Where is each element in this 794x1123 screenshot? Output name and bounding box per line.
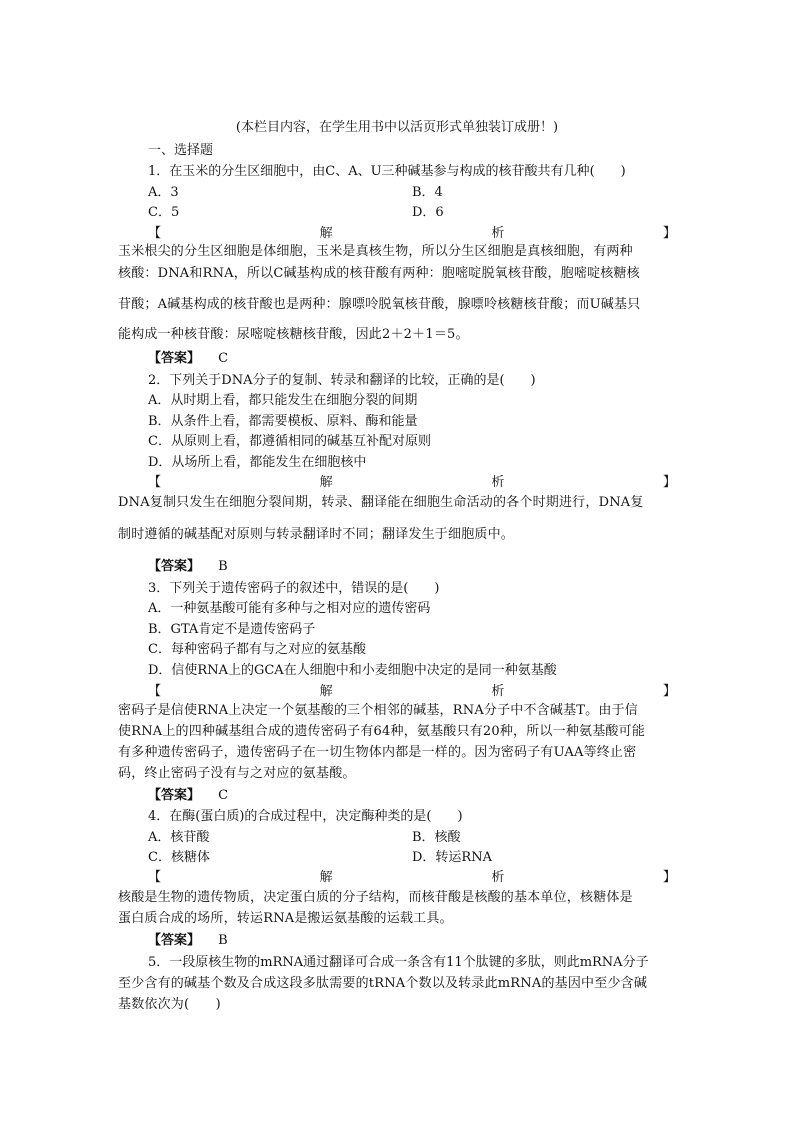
q3-analysis-label xyxy=(148,682,676,702)
bracket-open: 【 xyxy=(148,226,162,241)
q1-option-d: D．6 xyxy=(412,205,444,220)
analysis-char-1: 解 xyxy=(319,475,333,490)
q3-analysis-line: 有多种遗传密码子，遗传密码子在一切生物体内都是一样的。因为密码子有UAA等终止密 xyxy=(118,745,637,760)
q2-option-c: C．从原则上看，都遵循相同的碱基互补配对原则 xyxy=(148,434,431,449)
analysis-char-2: 析 xyxy=(491,226,505,241)
q3-analysis-line: 使RNA上的四种碱基组合成的遗传密码子有64种，氨基酸只有20种，所以一种氨基酸可能 xyxy=(118,724,646,739)
analysis-char-2: 析 xyxy=(491,684,505,699)
q1-option-b: B．4 xyxy=(412,185,443,200)
q3-option-b: B．GTA肯定不是遗传密码子 xyxy=(148,622,316,637)
answer-value: C xyxy=(218,788,229,803)
q3-analysis-line: 密码子是信使RNA上决定一个氨基酸的三个相邻的碱基，RNA分子中不含碱基T。由于信 xyxy=(118,703,638,718)
answer-value: B xyxy=(218,933,228,948)
q4-analysis-line: 蛋白质合成的场所，转运RNA是搬运氨基酸的运载工具。 xyxy=(118,911,453,926)
binding-note: (本栏目内容，在学生用书中以活页形式单独装订成册！) xyxy=(235,120,559,135)
q1-answer xyxy=(148,349,676,369)
q2-analysis-label xyxy=(148,473,676,493)
bracket-open: 【 xyxy=(148,870,162,885)
analysis-char-1: 解 xyxy=(319,226,333,241)
q5-stem-line: 基数依次为( ) xyxy=(118,997,221,1012)
answer-label: 【答案】 xyxy=(148,351,201,366)
q5-stem-line: 至少含有的碱基个数及合成这段多肽需要的tRNA个数以及转录此mRNA的基因中至少含碱 xyxy=(118,976,648,991)
q3-option-d: D．信使RNA上的GCA在人细胞中和小麦细胞中决定的是同一种氨基酸 xyxy=(148,663,557,678)
q1-analysis-label xyxy=(148,224,676,244)
bracket-open: 【 xyxy=(148,475,162,490)
q2-stem: 2．下列关于DNA分子的复制、转录和翻译的比较，正确的是( ) xyxy=(148,373,536,388)
q4-analysis-line: 核酸是生物的遗传物质，决定蛋白质的分子结构，而核苷酸是核酸的基本单位，核糖体是 xyxy=(118,890,633,905)
q2-option-b: B．从条件上看，都需要模板、原料、酶和能量 xyxy=(148,414,418,429)
bracket-close: 】 xyxy=(662,226,676,241)
section-heading: 一、选择题 xyxy=(148,143,214,158)
bracket-close: 】 xyxy=(662,684,676,699)
q3-analysis-line: 码，终止密码子没有与之对应的氨基酸。 xyxy=(118,766,356,781)
answer-label: 【答案】 xyxy=(148,788,201,803)
q1-analysis-line: 玉米根尖的分生区细胞是体细胞，玉米是真核生物，所以分生区细胞是真核细胞，有两种 xyxy=(118,244,633,259)
answer-label: 【答案】 xyxy=(148,933,201,948)
analysis-char-2: 析 xyxy=(491,475,505,490)
analysis-char-1: 解 xyxy=(319,870,333,885)
q4-stem: 4．在酶(蛋白质)的合成过程中，决定酶种类的是( ) xyxy=(148,809,463,824)
q2-analysis-line: DNA复制只发生在细胞分裂间期，转录、翻译能在细胞生命活动的各个时期进行，DNA复 xyxy=(118,495,644,510)
q3-stem: 3．下列关于遗传密码子的叙述中，错误的是( ) xyxy=(148,581,440,596)
analysis-char-1: 解 xyxy=(319,684,333,699)
q1-option-a: A．3 xyxy=(148,185,179,200)
q4-option-d: D．转运RNA xyxy=(412,850,492,865)
q3-option-c: C．每种密码子都有与之对应的氨基酸 xyxy=(148,642,366,657)
q3-answer xyxy=(148,786,676,806)
q2-option-d: D．从场所上看，都能发生在细胞核中 xyxy=(148,455,367,470)
answer-value: B xyxy=(218,559,228,574)
q4-option-a: A．核苷酸 xyxy=(148,830,210,845)
q2-option-a: A．从时期上看，都只能发生在细胞分裂的间期 xyxy=(148,393,418,408)
bracket-close: 】 xyxy=(662,870,676,885)
analysis-char-2: 析 xyxy=(491,870,505,885)
bracket-close: 】 xyxy=(662,475,676,490)
q1-option-c: C．5 xyxy=(148,205,180,220)
q1-stem: 1．在玉米的分生区细胞中，由C、A、U三种碱基参与构成的核苷酸共有几种( ) xyxy=(148,164,626,179)
q1-analysis-line: 能构成一种核苷酸：尿嘧啶核糖核苷酸，因此2＋2＋1＝5。 xyxy=(118,327,469,342)
q1-analysis-line: 核酸：DNA和RNA，所以C碱基构成的核苷酸有两种：胞嘧啶脱氧核苷酸，胞嘧啶核糖核 xyxy=(118,266,640,281)
bracket-open: 【 xyxy=(148,684,162,699)
q4-analysis-label xyxy=(148,868,676,888)
q5-stem-line: 5．一段原核生物的mRNA通过翻译可合成一条含有11个肽键的多肽，则此mRNA分子 xyxy=(148,955,649,970)
answer-value: C xyxy=(218,351,229,366)
q1-analysis-line: 苷酸；A碱基构成的核苷酸也是两种：腺嘌呤脱氧核苷酸，腺嘌呤核糖核苷酸；而U碱基只 xyxy=(118,297,641,312)
q2-analysis-line: 制时遵循的碱基配对原则与转录翻译时不同；翻译发生于细胞质中。 xyxy=(118,527,515,542)
q4-option-c: C．核糖体 xyxy=(148,850,210,865)
q3-option-a: A．一种氨基酸可能有多种与之相对应的遗传密码 xyxy=(148,601,431,616)
q4-answer xyxy=(148,931,676,951)
q4-option-b: B．核酸 xyxy=(412,830,461,845)
q2-answer xyxy=(148,557,676,577)
answer-label: 【答案】 xyxy=(148,559,201,574)
